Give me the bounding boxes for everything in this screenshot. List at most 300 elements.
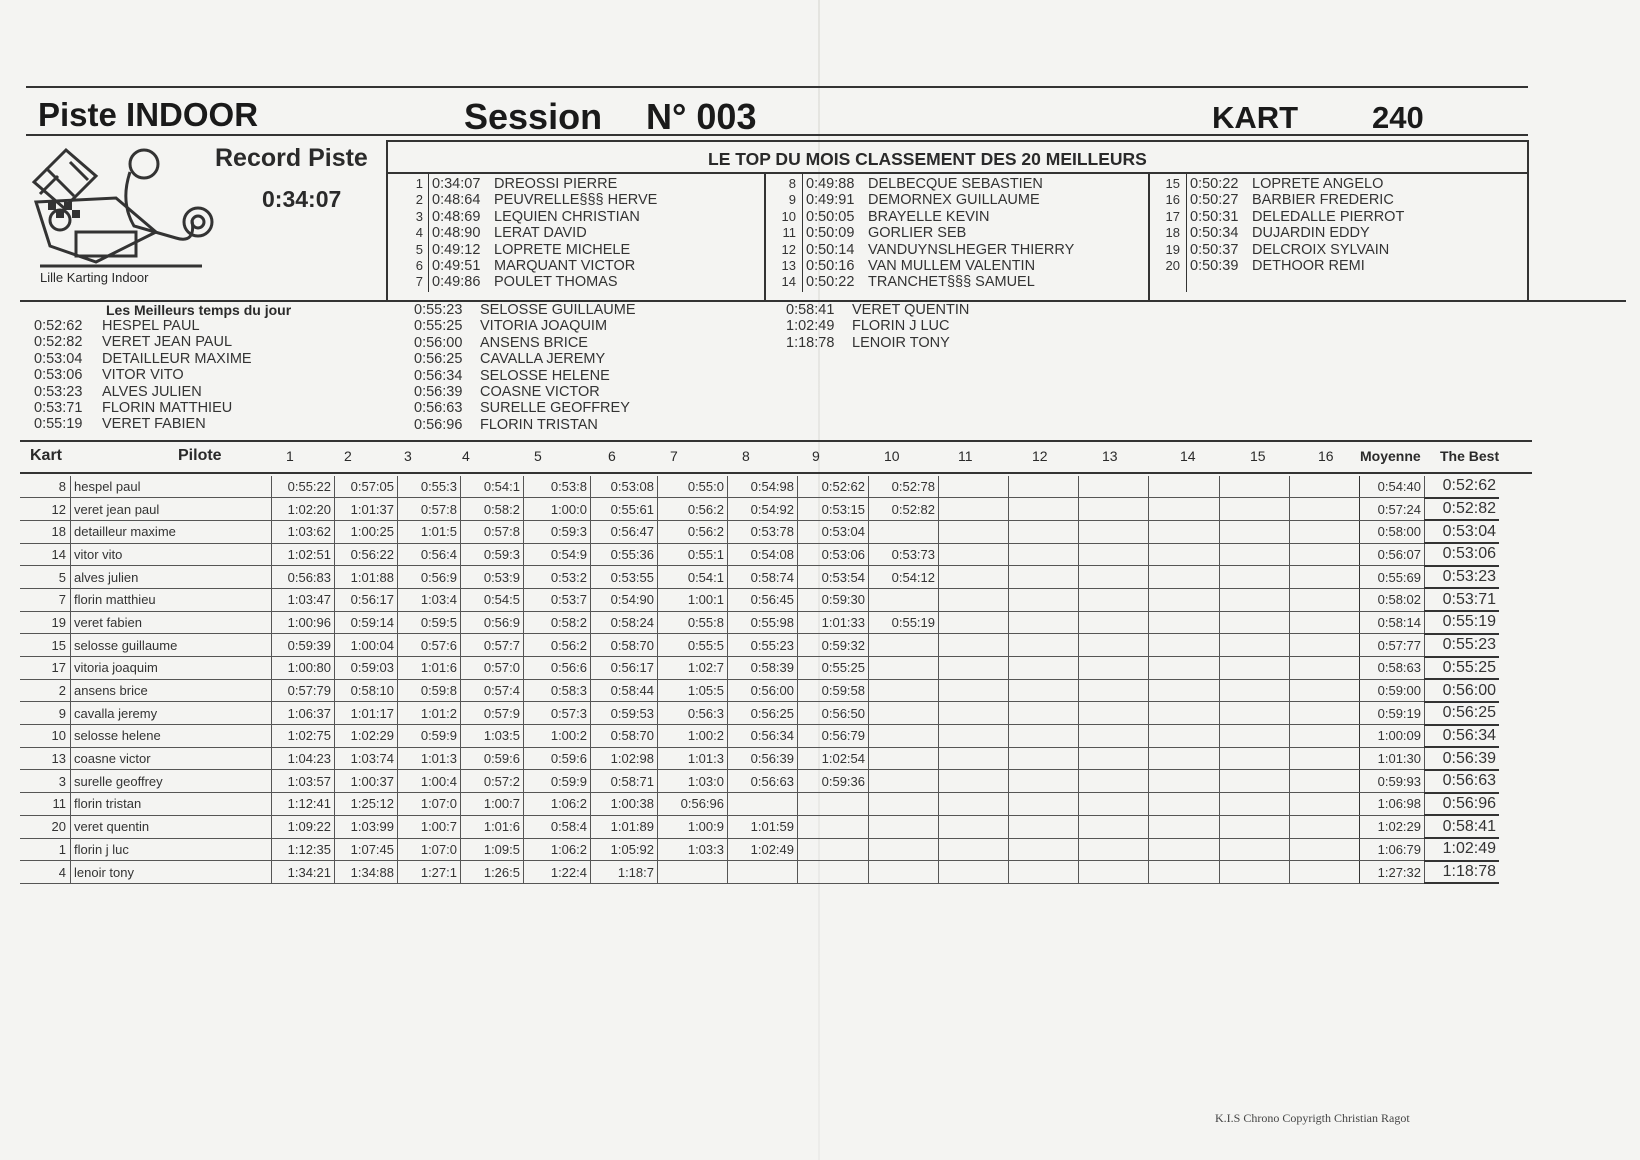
lap-empty [1149, 611, 1220, 634]
lap-empty [1079, 543, 1149, 566]
lap-empty [1149, 498, 1220, 521]
table-row [20, 747, 1499, 770]
lap-empty [939, 520, 1009, 543]
lap-time: 0:58:24 [591, 611, 658, 634]
day-name: VERET QUENTIN [852, 302, 970, 318]
avg-time: 1:01:30 [1360, 747, 1425, 770]
pilot-name: alves julien [71, 566, 272, 589]
lap-time: 1:00:96 [272, 611, 335, 634]
lap-empty [869, 770, 939, 793]
lap-time: 0:54:9 [524, 543, 591, 566]
lap-time: 0:59:9 [398, 725, 461, 748]
day-name: LENOIR TONY [852, 334, 950, 351]
lap-time: 0:59:3 [461, 543, 524, 566]
lap-empty [658, 861, 728, 884]
top-name: LOPRETE MICHELE [494, 241, 631, 258]
lap-time: 1:02:49 [728, 838, 798, 861]
lap-time: 0:58:39 [728, 657, 798, 680]
lap-empty [1290, 498, 1360, 521]
top-rank: 6 [415, 258, 423, 273]
kart-number: 17 [20, 657, 71, 680]
table-row [20, 815, 1499, 838]
pilot-name: florin matthieu [71, 588, 272, 611]
avg-time: 1:00:09 [1360, 725, 1425, 748]
lap-empty [869, 747, 939, 770]
lap-time: 1:02:98 [591, 747, 658, 770]
lap-empty [1290, 838, 1360, 861]
lap-time: 1:00:80 [272, 657, 335, 680]
lap-time: 0:59:32 [798, 634, 869, 657]
col-lap: 6 [608, 448, 616, 464]
lap-empty [1009, 770, 1079, 793]
lap-time: 1:03:99 [335, 815, 398, 838]
pilot-name: ansens brice [71, 679, 272, 702]
day-time: 0:53:04 [34, 350, 83, 367]
lap-empty [1220, 657, 1290, 680]
top-name: DEMORNEX GUILLAUME [868, 192, 1040, 209]
lap-empty [939, 815, 1009, 838]
top-rank: 4 [415, 225, 423, 241]
lap-time: 0:52:82 [869, 498, 939, 521]
lap-time: 0:59:5 [398, 611, 461, 634]
day-name: SELOSSE GUILLAUME [480, 302, 636, 318]
avg-time: 0:59:00 [1360, 679, 1425, 702]
top-time: 0:48:64 [432, 192, 481, 209]
day-time: 0:55:23 [414, 302, 463, 318]
top-time: 0:50:31 [1190, 208, 1239, 225]
lap-time: 1:00:9 [658, 815, 728, 838]
col-lap: 16 [1318, 448, 1334, 464]
col-lap: 1 [286, 448, 294, 464]
avg-time: 0:58:02 [1360, 588, 1425, 611]
lap-time: 0:58:3 [524, 679, 591, 702]
day-time: 0:53:06 [34, 367, 83, 384]
lap-time: 1:25:12 [335, 793, 398, 816]
kart-number: 1 [20, 838, 71, 861]
lap-empty [1220, 838, 1290, 861]
top-box-top [386, 140, 1528, 142]
lap-time: 0:56:2 [524, 634, 591, 657]
table-row [20, 588, 1499, 611]
lap-empty [869, 793, 939, 816]
best-time: 0:53:04 [1425, 520, 1500, 543]
top-name: TRANCHET§§§ SAMUEL [868, 274, 1035, 291]
lap-time: 1:06:2 [524, 838, 591, 861]
lap-empty [1079, 861, 1149, 884]
day-time: 0:56:96 [414, 416, 463, 433]
lap-empty [1149, 588, 1220, 611]
lap-empty [1079, 747, 1149, 770]
top-name: LEQUIEN CHRISTIAN [494, 208, 640, 225]
lap-empty [1009, 747, 1079, 770]
lap-times-table [20, 476, 1499, 884]
lap-time: 1:03:4 [398, 588, 461, 611]
lap-empty [1009, 566, 1079, 589]
pilot-name: selosse helene [71, 725, 272, 748]
lap-time: 1:01:3 [398, 747, 461, 770]
lap-time: 0:55:19 [869, 611, 939, 634]
lap-time: 0:56:9 [461, 611, 524, 634]
day-time: 0:56:34 [414, 367, 463, 384]
day-time: 0:56:25 [414, 351, 463, 368]
lap-empty [869, 657, 939, 680]
top-name: VANDUYNSLHEGER THIERRY [868, 241, 1075, 258]
avg-time: 0:58:00 [1360, 520, 1425, 543]
top-name: MARQUANT VICTOR [494, 258, 636, 274]
lap-time: 0:54:92 [728, 498, 798, 521]
lap-time: 0:59:39 [272, 634, 335, 657]
pilot-name: cavalla jeremy [71, 702, 272, 725]
kart-number: 12 [20, 498, 71, 521]
avg-time: 1:06:79 [1360, 838, 1425, 861]
lap-empty [1290, 657, 1360, 680]
table-row [20, 498, 1499, 521]
lap-empty [1290, 770, 1360, 793]
lap-time: 1:02:54 [798, 747, 869, 770]
lap-empty [1149, 679, 1220, 702]
top-box-sub [386, 172, 1528, 174]
lap-empty [1220, 770, 1290, 793]
kart-number: 20 [20, 815, 71, 838]
col-lap: 10 [884, 448, 900, 464]
lap-time: 1:01:3 [658, 747, 728, 770]
lap-empty [939, 543, 1009, 566]
lap-empty [939, 498, 1009, 521]
lap-time: 0:59:36 [798, 770, 869, 793]
lap-empty [1009, 815, 1079, 838]
best-time: 0:56:96 [1425, 793, 1500, 816]
avg-time: 0:57:24 [1360, 498, 1425, 521]
top-name: BARBIER FREDERIC [1252, 192, 1394, 209]
lap-time: 1:07:0 [398, 838, 461, 861]
lap-empty [939, 725, 1009, 748]
lap-time: 1:00:7 [461, 793, 524, 816]
lap-time: 0:55:3 [398, 476, 461, 498]
top-time: 0:49:86 [432, 274, 481, 291]
lap-empty [1290, 520, 1360, 543]
lap-time: 1:05:5 [658, 679, 728, 702]
pilot-name: veret jean paul [71, 498, 272, 521]
lap-time: 0:53:08 [591, 476, 658, 498]
lap-time: 0:54:90 [591, 588, 658, 611]
lap-time: 0:59:30 [798, 588, 869, 611]
kart-number: 3 [20, 770, 71, 793]
lap-empty [1149, 702, 1220, 725]
lap-empty [728, 861, 798, 884]
lap-empty [1079, 679, 1149, 702]
best-time: 0:56:00 [1425, 679, 1500, 702]
lap-time: 0:55:25 [798, 657, 869, 680]
top-time: 0:48:69 [432, 208, 481, 225]
lap-time: 0:55:5 [658, 634, 728, 657]
day-time: 0:55:19 [34, 416, 83, 433]
lap-time: 0:53:73 [869, 543, 939, 566]
lap-time: 0:58:70 [591, 634, 658, 657]
lap-empty [939, 634, 1009, 657]
lap-empty [1009, 861, 1079, 884]
pilot-name: selosse guillaume [71, 634, 272, 657]
lap-time: 1:04:23 [272, 747, 335, 770]
lap-time: 0:53:78 [728, 520, 798, 543]
lap-time: 0:57:6 [398, 634, 461, 657]
footer-copyright: K.I.S Chrono Copyrigth Christian Ragot [1215, 1111, 1410, 1125]
top-rank: 11 [782, 225, 796, 241]
top-rank: 12 [781, 241, 796, 257]
lap-time: 1:26:5 [461, 861, 524, 884]
lap-time: 1:06:2 [524, 793, 591, 816]
lap-time: 1:05:92 [591, 838, 658, 861]
kart-number: 9 [20, 702, 71, 725]
pilot-name: vitor vito [71, 543, 272, 566]
lap-empty [1290, 815, 1360, 838]
best-time: 0:56:34 [1425, 725, 1500, 748]
lap-time: 0:58:44 [591, 679, 658, 702]
table-header-rule [20, 472, 1532, 474]
lap-time: 1:01:88 [335, 566, 398, 589]
lap-empty [1220, 498, 1290, 521]
lap-time: 1:01:59 [728, 815, 798, 838]
top-name: DELCROIX SYLVAIN [1252, 241, 1390, 258]
best-time: 0:52:62 [1425, 476, 1500, 498]
day-name: COASNE VICTOR [480, 384, 600, 400]
lap-empty [1149, 566, 1220, 589]
lap-empty [869, 815, 939, 838]
lap-empty [1009, 611, 1079, 634]
table-top-rule [20, 440, 1532, 442]
lap-time: 0:59:03 [335, 657, 398, 680]
top-time: 0:50:27 [1190, 192, 1239, 209]
lap-empty [1079, 634, 1149, 657]
best-time: 0:53:06 [1425, 543, 1500, 566]
lap-time: 1:09:5 [461, 838, 524, 861]
lap-time: 1:03:74 [335, 747, 398, 770]
lap-time: 0:58:4 [524, 815, 591, 838]
lap-time: 0:54:1 [658, 566, 728, 589]
top-rank: 10 [781, 208, 796, 224]
lap-empty [1149, 543, 1220, 566]
day-name: ALVES JULIEN [102, 383, 202, 400]
lap-empty [939, 588, 1009, 611]
lap-empty [1079, 815, 1149, 838]
day-time: 1:18:78 [786, 334, 835, 351]
lap-empty [1009, 634, 1079, 657]
lap-time: 0:54:5 [461, 588, 524, 611]
top-month-title: LE TOP DU MOIS CLASSEMENT DES 20 MEILLEURS [708, 149, 1147, 169]
lap-empty [1220, 588, 1290, 611]
lap-empty [1079, 498, 1149, 521]
lap-time: 0:57:8 [398, 498, 461, 521]
lap-time: 0:58:71 [591, 770, 658, 793]
lap-time: 0:53:2 [524, 566, 591, 589]
top-name: LERAT DAVID [494, 225, 587, 242]
lap-empty [1290, 476, 1360, 498]
lap-empty [1220, 861, 1290, 884]
day-time: 0:56:63 [414, 400, 463, 417]
pilot-name: veret fabien [71, 611, 272, 634]
top-name: BRAYELLE KEVIN [868, 208, 990, 225]
top-rank: 17 [1165, 208, 1180, 224]
lap-empty [869, 702, 939, 725]
lap-empty [1220, 679, 1290, 702]
day-name: VERET FABIEN [102, 416, 206, 433]
best-time: 0:58:41 [1425, 815, 1500, 838]
lap-time: 1:00:1 [658, 588, 728, 611]
lap-empty [798, 838, 869, 861]
lap-empty [1290, 611, 1360, 634]
top-rank: 16 [1165, 192, 1180, 208]
lap-empty [939, 702, 1009, 725]
best-time: 0:55:19 [1425, 611, 1500, 634]
top-rank-div2 [802, 174, 803, 292]
lap-time: 0:53:54 [798, 566, 869, 589]
lap-empty [1290, 702, 1360, 725]
avg-time: 0:59:19 [1360, 702, 1425, 725]
top-rank: 13 [781, 258, 796, 273]
lap-time: 0:56:2 [658, 498, 728, 521]
lap-time: 1:00:7 [398, 815, 461, 838]
kart-number: 11 [20, 793, 71, 816]
lap-time: 1:34:88 [335, 861, 398, 884]
day-time: 0:55:25 [414, 318, 463, 335]
lap-time: 0:53:55 [591, 566, 658, 589]
lap-time: 1:12:41 [272, 793, 335, 816]
record-time: 0:34:07 [262, 186, 342, 212]
lap-time: 0:56:6 [524, 657, 591, 680]
pilot-name: vitoria joaquim [71, 657, 272, 680]
col-kart: Kart [30, 447, 63, 464]
top-name: LOPRETE ANGELO [1252, 176, 1384, 192]
lap-time: 1:27:1 [398, 861, 461, 884]
lap-empty [869, 588, 939, 611]
table-row [20, 566, 1499, 589]
lap-time: 0:58:10 [335, 679, 398, 702]
top-name: VAN MULLEM VALENTIN [868, 258, 1036, 274]
lap-time: 0:55:36 [591, 543, 658, 566]
lap-empty [1079, 793, 1149, 816]
kart-number: 19 [20, 611, 71, 634]
table-row [20, 476, 1499, 498]
lap-empty [798, 793, 869, 816]
lap-empty [939, 770, 1009, 793]
kart-number: 240 [1372, 100, 1424, 135]
col-lap: 15 [1250, 448, 1266, 464]
day-time: 0:56:00 [414, 334, 463, 351]
top-time: 0:48:90 [432, 225, 481, 242]
lap-time: 0:59:53 [591, 702, 658, 725]
lap-time: 1:03:0 [658, 770, 728, 793]
lap-empty [1149, 770, 1220, 793]
top-name: DETHOOR REMI [1252, 258, 1365, 274]
lap-time: 0:53:9 [461, 566, 524, 589]
lap-empty [1290, 634, 1360, 657]
lap-empty [869, 679, 939, 702]
lap-time: 0:59:8 [398, 679, 461, 702]
lap-time: 1:02:75 [272, 725, 335, 748]
lap-empty [869, 520, 939, 543]
lap-empty [1290, 679, 1360, 702]
lap-time: 1:01:6 [461, 815, 524, 838]
top-time: 0:50:14 [806, 241, 855, 258]
lap-time: 0:55:98 [728, 611, 798, 634]
kart-number: 18 [20, 520, 71, 543]
day-name: VERET JEAN PAUL [102, 334, 233, 351]
avg-time: 0:59:93 [1360, 770, 1425, 793]
lap-empty [869, 861, 939, 884]
top-name: GORLIER SEB [868, 225, 967, 242]
col-lap: 14 [1180, 448, 1196, 464]
avg-time: 0:54:40 [1360, 476, 1425, 498]
lap-time: 1:00:2 [524, 725, 591, 748]
lap-empty [939, 611, 1009, 634]
lap-time: 1:22:4 [524, 861, 591, 884]
lap-empty [1220, 543, 1290, 566]
lap-empty [1290, 566, 1360, 589]
lap-time: 0:59:6 [461, 747, 524, 770]
day-name: ANSENS BRICE [480, 334, 588, 351]
lap-time: 0:56:50 [798, 702, 869, 725]
top-rank: 2 [415, 192, 423, 208]
top-time: 0:34:07 [432, 176, 481, 192]
lap-empty [939, 679, 1009, 702]
col-lap: 9 [812, 448, 820, 464]
lap-empty [939, 861, 1009, 884]
lap-time: 0:52:78 [869, 476, 939, 498]
pilot-name: hespel paul [71, 476, 272, 498]
lap-time: 0:56:22 [335, 543, 398, 566]
table-row [20, 634, 1499, 657]
top-time: 0:49:51 [432, 258, 481, 274]
day-time: 0:52:82 [34, 334, 83, 351]
top-time: 0:50:16 [806, 258, 855, 274]
lap-time: 0:56:39 [728, 747, 798, 770]
lap-time: 0:56:3 [658, 702, 728, 725]
table-row [20, 543, 1499, 566]
lap-empty [1220, 725, 1290, 748]
avg-time: 0:56:07 [1360, 543, 1425, 566]
best-time: 1:18:78 [1425, 861, 1500, 884]
lap-time: 1:00:0 [524, 498, 591, 521]
lap-empty [1079, 838, 1149, 861]
lap-empty [1079, 657, 1149, 680]
lap-time: 0:55:23 [728, 634, 798, 657]
lap-time: 1:02:7 [658, 657, 728, 680]
lap-time: 1:03:3 [658, 838, 728, 861]
day-name: FLORIN J LUC [852, 318, 950, 335]
lap-time: 0:56:4 [398, 543, 461, 566]
top-name: DELBECQUE SEBASTIEN [868, 176, 1043, 192]
avg-time: 1:02:29 [1360, 815, 1425, 838]
kart-number: 8 [20, 476, 71, 498]
lap-empty [1009, 520, 1079, 543]
top-time: 0:50:05 [806, 208, 855, 225]
table-row [20, 702, 1499, 725]
record-title: Record Piste [215, 144, 368, 172]
lap-time: 1:02:29 [335, 725, 398, 748]
lap-empty [798, 861, 869, 884]
lap-empty [1220, 747, 1290, 770]
lap-time: 0:57:3 [524, 702, 591, 725]
lap-empty [1149, 634, 1220, 657]
lap-time: 0:56:47 [591, 520, 658, 543]
best-time: 0:55:23 [1425, 634, 1500, 657]
col-lap: 4 [462, 448, 470, 464]
lap-time: 0:53:15 [798, 498, 869, 521]
lap-time: 0:59:3 [524, 520, 591, 543]
kart-number: 13 [20, 747, 71, 770]
col-moyenne: Moyenne [1360, 448, 1421, 464]
table-row [20, 611, 1499, 634]
top-rank: 14 [781, 274, 796, 290]
